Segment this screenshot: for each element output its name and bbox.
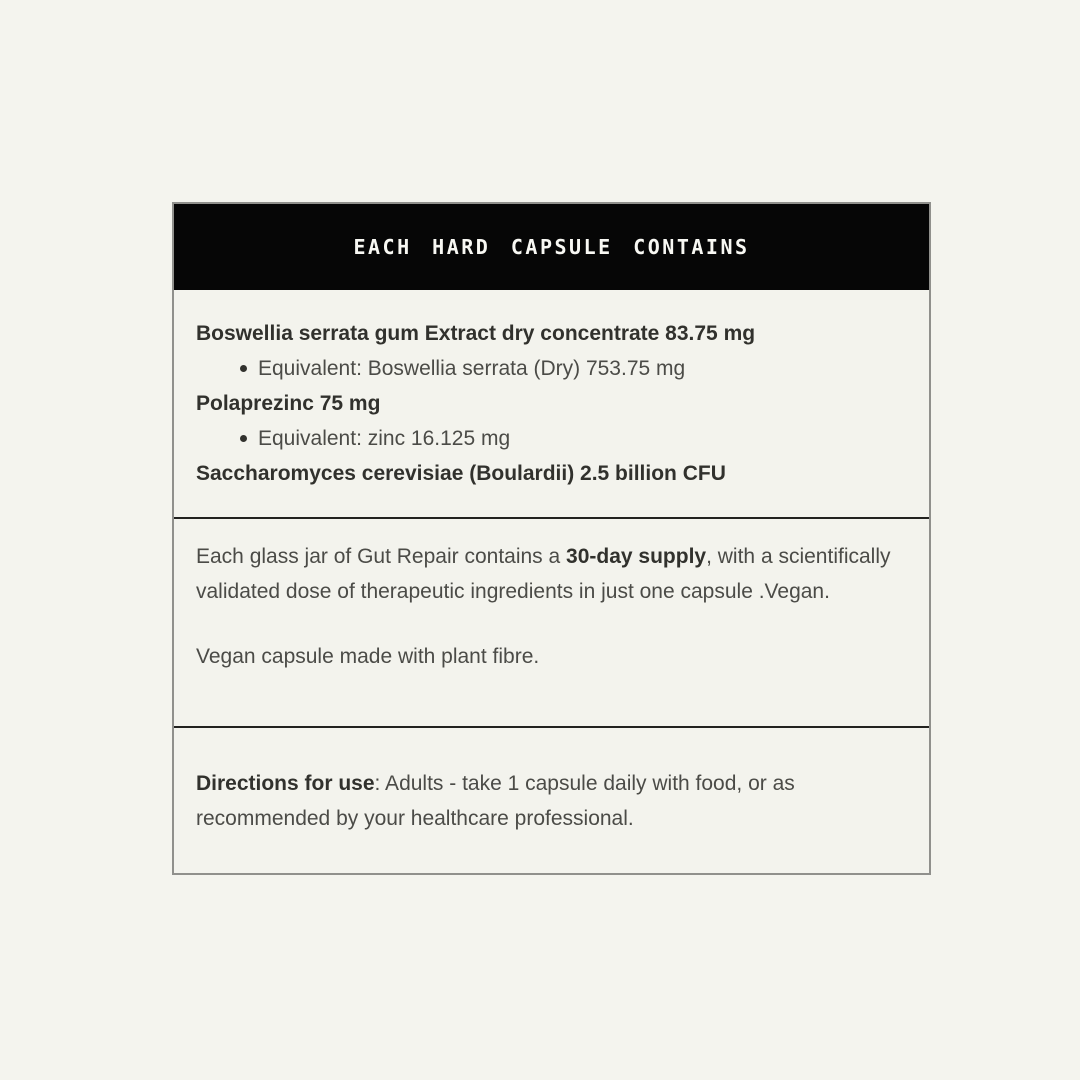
ingredient-equivalent-line [196,351,905,386]
supply-paragraph [196,539,905,609]
directions-section [174,726,929,873]
supply-highlight: 30-day supply [566,545,707,568]
bullet-icon [240,435,247,442]
directions-paragraph [196,766,905,836]
directions-text: : Adults - take 1 capsule daily with food, or as recommended by your healthcare professional. [196,772,795,830]
ingredient-equivalent-text: Equivalent: Boswellia serrata (Dry) 753.75 mg [258,357,686,380]
ingredient-equivalent-text: Equivalent: zinc 16.125 mg [258,427,511,450]
directions-label: Directions for use [196,772,375,795]
ingredient-line: Boswellia serrata gum Extract dry concentrate 83.75 mg [196,322,756,345]
card-header [174,204,929,290]
supplement-facts-card [172,202,931,875]
bullet-icon [240,365,247,372]
supply-section [174,517,929,726]
ingredients-section [174,290,929,517]
ingredient-equivalent-line [196,421,905,456]
ingredient-line: Saccharomyces cerevisiae (Boulardii) 2.5 billion CFU [196,462,726,485]
ingredient-line: Polaprezinc 75 mg [196,392,381,415]
supply-text-after: , with a scientifically validated dose of therapeutic ingredients in just one capsule .Vegan. [196,545,891,603]
supply-text-before: Each glass jar of Gut Repair contains a [196,545,567,568]
card-header-title: EACH HARD CAPSULE CONTAINS [353,235,750,259]
vegan-capsule-note: Vegan capsule made with plant fibre. [196,645,540,668]
